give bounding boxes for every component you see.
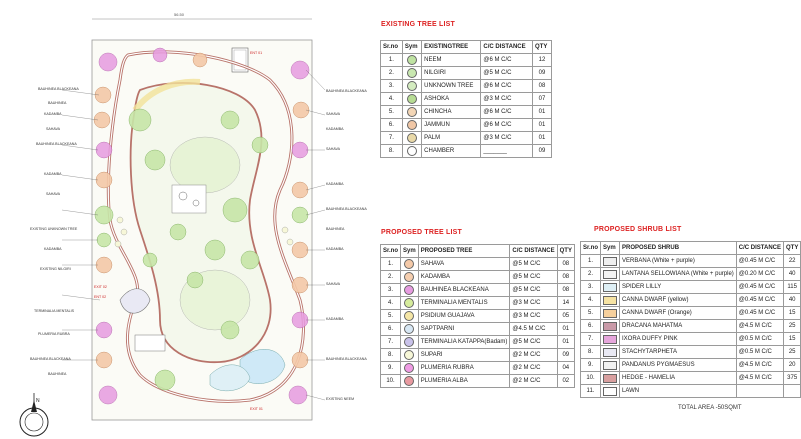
row-name: TERMINALIA KATAPPA(Badam) — [418, 336, 510, 349]
tree-symbol-icon — [407, 107, 417, 117]
table-header-row — [381, 245, 575, 258]
row-distance: @4.5 M C/C — [736, 359, 783, 372]
table-row — [381, 362, 575, 375]
header-distance: C/C DISTANCE — [481, 41, 533, 54]
row-qty: 09 — [533, 145, 552, 158]
row-name: STACHYTARPHETA — [620, 346, 737, 359]
row-qty: 09 — [533, 67, 552, 80]
table-row — [581, 281, 801, 294]
plan-label: BAUHINEA — [48, 101, 67, 105]
row-distance: @0.45 M C/C — [736, 281, 783, 294]
table-row — [381, 271, 575, 284]
row-name: JAMMUN — [422, 119, 481, 132]
header-distance: C/C DISTANCE — [736, 242, 783, 255]
north-arrow-icon — [20, 393, 48, 436]
row-name: PSIDIUM GUAJAVA — [418, 310, 510, 323]
row-distance: @0.45 M C/C — [736, 255, 783, 268]
table-row — [581, 372, 801, 385]
plan-label: EXISTING UNKNOWN TREE — [30, 227, 78, 231]
row-distance: @4.5 M C/C — [510, 323, 557, 336]
row-name: PALM — [422, 132, 481, 145]
row-name: CHAMBER — [422, 145, 481, 158]
table-row — [381, 336, 575, 349]
table-row — [381, 375, 575, 388]
tree-symbol-icon — [407, 133, 417, 143]
site-plan — [0, 0, 367, 439]
plan-label: KADAMBA — [44, 112, 62, 116]
row-distance: @5 M C/C — [510, 271, 557, 284]
plan-label: KADAMBA — [44, 247, 62, 251]
row-distance: @5 M C/C — [510, 258, 557, 271]
row-symbol — [401, 271, 419, 284]
plan-label: BAUHINEA BLACKEANA — [38, 87, 79, 91]
row-distance: @4.5 M C/C — [736, 320, 783, 333]
row-srno: 4. — [581, 294, 601, 307]
row-name: NEEM — [422, 54, 481, 67]
row-distance: @2 M C/C — [510, 362, 557, 375]
table-row — [381, 80, 552, 93]
row-symbol — [601, 294, 620, 307]
gate-label: EXIT 01 — [250, 407, 263, 411]
row-qty — [784, 385, 801, 398]
plan-label: BAUHINEA BLACKEANA — [30, 357, 71, 361]
table-row — [581, 385, 801, 398]
table-row — [581, 255, 801, 268]
row-qty: 04 — [557, 362, 574, 375]
row-srno: 4. — [381, 93, 403, 106]
header-distance: C/C DISTANCE — [510, 245, 557, 258]
row-srno: 4. — [381, 297, 401, 310]
row-distance: @6 M C/C — [481, 54, 533, 67]
gate-label: ENT 01 — [250, 51, 263, 55]
dimension-label: 56.50 — [174, 12, 185, 17]
shrub-symbol-icon — [603, 387, 617, 396]
table-row — [381, 67, 552, 80]
row-qty: 22 — [784, 255, 801, 268]
gate-label: ENT 02 — [94, 295, 107, 299]
row-srno: 3. — [381, 80, 403, 93]
shrub-symbol-icon — [603, 270, 617, 279]
header-name: EXISTINGTREE — [422, 41, 481, 54]
row-qty: 01 — [557, 323, 574, 336]
row-symbol — [402, 132, 421, 145]
row-name: SPIDER LILLY — [620, 281, 737, 294]
row-distance: @4.5 M C/C — [736, 372, 783, 385]
tree-symbol-icon — [407, 68, 417, 78]
row-name: VERBANA (White + purple) — [620, 255, 737, 268]
row-distance: @5 M C/C — [510, 336, 557, 349]
row-name: LAWN — [620, 385, 737, 398]
gate-label: EXIT 02 — [94, 285, 107, 289]
tree-symbol-icon — [404, 298, 414, 308]
row-srno: 10. — [581, 372, 601, 385]
table-row — [381, 284, 575, 297]
tree-symbol-icon — [404, 324, 414, 334]
row-name: IXORA DUFFY PINK — [620, 333, 737, 346]
plan-label: BAUHINEA — [326, 227, 345, 231]
row-name: TERMINALIA MENTALIS — [418, 297, 510, 310]
row-symbol — [401, 284, 419, 297]
row-distance: @3 M C/C — [510, 297, 557, 310]
plan-label: BAUHINEA — [48, 372, 67, 376]
row-srno: 1. — [381, 54, 403, 67]
row-name: PLUMERIA RUBRA — [418, 362, 510, 375]
row-distance: @5 M C/C — [481, 67, 533, 80]
shrub-symbol-icon — [603, 322, 617, 331]
plan-labels-left — [30, 87, 79, 376]
table-row — [581, 333, 801, 346]
row-qty: 375 — [784, 372, 801, 385]
proposed-shrub-title: PROPOSED SHRUB LIST — [594, 226, 682, 233]
row-symbol — [601, 372, 620, 385]
north-label: N — [36, 398, 40, 404]
row-symbol — [402, 93, 421, 106]
row-srno: 3. — [581, 281, 601, 294]
row-qty: 115 — [784, 281, 801, 294]
shrub-symbol-icon — [603, 296, 617, 305]
row-symbol — [601, 320, 620, 333]
row-symbol — [402, 67, 421, 80]
plan-label: SAHAVA — [46, 127, 61, 131]
table-row — [381, 106, 552, 119]
table-row — [381, 258, 575, 271]
table-header-row — [381, 41, 552, 54]
row-distance: @5 M C/C — [510, 284, 557, 297]
tree-symbol-icon — [404, 350, 414, 360]
table-row — [381, 132, 552, 145]
row-qty: 40 — [784, 294, 801, 307]
row-qty: 20 — [784, 359, 801, 372]
plan-label: BAUHINEA BLACKEANA — [326, 357, 367, 361]
tree-symbol-icon — [404, 285, 414, 295]
row-qty: 07 — [533, 93, 552, 106]
row-distance: @6 M C/C — [481, 106, 533, 119]
row-symbol — [601, 346, 620, 359]
row-symbol — [601, 307, 620, 320]
table-header-row — [581, 242, 801, 255]
table-row — [381, 93, 552, 106]
table-row — [381, 145, 552, 158]
header-sym: Sym — [601, 242, 620, 255]
gate-structure — [232, 48, 248, 72]
row-symbol — [402, 54, 421, 67]
row-qty: 40 — [784, 268, 801, 281]
row-qty: 12 — [533, 54, 552, 67]
row-srno: 6. — [381, 323, 401, 336]
row-qty: 01 — [533, 119, 552, 132]
row-symbol — [601, 333, 620, 346]
tree-symbol-icon — [407, 94, 417, 104]
row-symbol — [401, 258, 419, 271]
header-srno: Sr.no — [381, 245, 401, 258]
row-qty: 15 — [784, 333, 801, 346]
table-row — [381, 119, 552, 132]
plan-label: KADAMBA — [326, 182, 344, 186]
header-name: PROPOSED TREE — [418, 245, 510, 258]
row-distance: @0.45 M C/C — [736, 294, 783, 307]
row-distance: @0.20 M C/C — [736, 268, 783, 281]
row-srno: 9. — [581, 359, 601, 372]
row-qty: 09 — [557, 349, 574, 362]
row-distance: @3 M C/C — [481, 132, 533, 145]
row-distance: @0.5 M C/C — [736, 333, 783, 346]
row-srno: 10. — [381, 375, 401, 388]
row-symbol — [401, 362, 419, 375]
shrub-symbol-icon — [603, 335, 617, 344]
row-srno: 9. — [381, 362, 401, 375]
row-symbol — [401, 297, 419, 310]
header-sym: Sym — [401, 245, 419, 258]
row-qty: 08 — [557, 284, 574, 297]
row-name: SAHAVA — [418, 258, 510, 271]
header-srno: Sr.no — [381, 41, 403, 54]
row-srno: 5. — [381, 310, 401, 323]
row-qty: 01 — [557, 336, 574, 349]
row-symbol — [402, 106, 421, 119]
plan-label: SAHAVA — [326, 112, 341, 116]
plan-label: BAUHINEA BLACKEANA — [36, 142, 77, 146]
plan-label: PLUMERIA RUBRA — [38, 332, 70, 336]
plan-label: SAHAVA — [46, 192, 61, 196]
row-srno: 2. — [381, 67, 403, 80]
tree-symbol-icon — [407, 146, 417, 156]
tree-symbol-icon — [404, 272, 414, 282]
row-distance: _______ — [481, 145, 533, 158]
row-symbol — [401, 336, 419, 349]
table-row — [381, 297, 575, 310]
tree-symbol-icon — [404, 376, 414, 386]
row-distance: @3 M C/C — [481, 93, 533, 106]
row-symbol — [601, 359, 620, 372]
row-symbol — [401, 310, 419, 323]
row-qty: 08 — [557, 258, 574, 271]
row-srno: 7. — [381, 132, 403, 145]
header-srno: Sr.no — [581, 242, 601, 255]
row-srno: 6. — [581, 320, 601, 333]
tree-symbol-icon — [407, 81, 417, 91]
table-row — [381, 310, 575, 323]
row-symbol — [402, 80, 421, 93]
row-symbol — [402, 119, 421, 132]
row-distance — [736, 385, 783, 398]
plan-graphics — [62, 12, 325, 420]
header-qty: QTY — [784, 242, 801, 255]
row-symbol — [601, 255, 620, 268]
tree-symbol-icon — [407, 120, 417, 130]
table-row — [381, 323, 575, 336]
row-name: CANNA DWARF (yellow) — [620, 294, 737, 307]
row-symbol — [601, 281, 620, 294]
row-name: BAUHINEA BLACKEANA — [418, 284, 510, 297]
row-qty: 25 — [784, 320, 801, 333]
row-srno: 7. — [381, 336, 401, 349]
row-srno: 6. — [381, 119, 403, 132]
shrub-symbol-icon — [603, 348, 617, 357]
plan-labels-right — [326, 89, 367, 401]
row-srno: 8. — [581, 346, 601, 359]
table-row — [381, 349, 575, 362]
row-name: HEDGE - HAMELIA — [620, 372, 737, 385]
table-row — [581, 294, 801, 307]
plan-label: SAHAVA — [326, 282, 341, 286]
tree-symbol-icon — [404, 337, 414, 347]
plan-label: EXISTING NILGIRI — [40, 267, 71, 271]
tree-symbol-icon — [407, 55, 417, 65]
row-qty: 08 — [557, 271, 574, 284]
row-symbol — [601, 385, 620, 398]
row-name: UNKNOWN TREE — [422, 80, 481, 93]
existing-tree-title: EXISTING TREE LIST — [381, 21, 455, 28]
plan-label: KADAMBA — [326, 127, 344, 131]
table-row — [581, 268, 801, 281]
row-distance: @6 M C/C — [481, 119, 533, 132]
shrub-symbol-icon — [603, 361, 617, 370]
table-row — [381, 54, 552, 67]
row-srno: 8. — [381, 145, 403, 158]
row-qty: 02 — [557, 375, 574, 388]
row-srno: 2. — [381, 271, 401, 284]
row-symbol — [401, 349, 419, 362]
row-qty: 08 — [533, 80, 552, 93]
row-name: CANNA DWARF (Orange) — [620, 307, 737, 320]
table-row — [581, 320, 801, 333]
row-distance: @3 M C/C — [510, 310, 557, 323]
row-srno: 8. — [381, 349, 401, 362]
row-qty: 01 — [533, 132, 552, 145]
plan-label: BAUHINEA BLACKEANA — [326, 89, 367, 93]
plan-label: KADAMBA — [326, 247, 344, 251]
shrub-symbol-icon — [603, 309, 617, 318]
row-symbol — [401, 323, 419, 336]
plan-label: EXISTING NEEM — [326, 397, 355, 401]
row-qty: 05 — [557, 310, 574, 323]
existing-tree-table — [380, 40, 552, 158]
table-row — [581, 346, 801, 359]
plan-label: SAHAVA — [326, 147, 341, 151]
row-name: SAPTPARNI — [418, 323, 510, 336]
row-srno: 1. — [381, 258, 401, 271]
row-symbol — [601, 268, 620, 281]
row-distance: @0.5 M C/C — [736, 346, 783, 359]
row-distance: @6 M C/C — [481, 80, 533, 93]
plan-label: KADAMBA — [326, 317, 344, 321]
row-name: DRACANA MAHATMA — [620, 320, 737, 333]
proposed-tree-table — [380, 244, 575, 388]
row-srno: 5. — [381, 106, 403, 119]
proposed-tree-title: PROPOSED TREE LIST — [381, 229, 462, 236]
row-qty: 25 — [784, 346, 801, 359]
row-name: CHINCHA — [422, 106, 481, 119]
row-distance: @0.45 M C/C — [736, 307, 783, 320]
row-srno: 1. — [581, 255, 601, 268]
row-qty: 01 — [533, 106, 552, 119]
shrub-symbol-icon — [603, 283, 617, 292]
row-name: PANDANUS PYGMAESUS — [620, 359, 737, 372]
tree-symbol-icon — [404, 311, 414, 321]
tree-symbol-icon — [404, 259, 414, 269]
row-distance: @2 M C/C — [510, 375, 557, 388]
row-name: PLUMERIA ALBA — [418, 375, 510, 388]
row-distance: @2 M C/C — [510, 349, 557, 362]
row-symbol — [401, 375, 419, 388]
table-row — [581, 359, 801, 372]
header-name: PROPOSED SHRUB — [620, 242, 737, 255]
row-name: LANTANA SELLOWIANA (White + purple) — [620, 268, 737, 281]
plan-label: TERMINALIA MENTALIS — [34, 309, 75, 313]
shrub-symbol-icon — [603, 257, 617, 266]
row-name: KADAMBA — [418, 271, 510, 284]
plan-label: KADAMBA — [44, 172, 62, 176]
row-srno: 3. — [381, 284, 401, 297]
row-qty: 14 — [557, 297, 574, 310]
row-symbol — [402, 145, 421, 158]
row-srno: 5. — [581, 307, 601, 320]
tree-symbol-icon — [404, 363, 414, 373]
row-name: SUPARI — [418, 349, 510, 362]
shrub-symbol-icon — [603, 374, 617, 383]
row-srno: 7. — [581, 333, 601, 346]
row-srno: 2. — [581, 268, 601, 281]
total-area: TOTAL AREA -50SQMT — [678, 405, 742, 411]
table-row — [581, 307, 801, 320]
row-qty: 15 — [784, 307, 801, 320]
row-name: NILGIRI — [422, 67, 481, 80]
header-sym: Sym — [402, 41, 421, 54]
header-qty: QTY — [533, 41, 552, 54]
header-qty: QTY — [557, 245, 574, 258]
row-name: ASHOKA — [422, 93, 481, 106]
plan-label: BAUHINEA BLACKEANA — [326, 207, 367, 211]
row-srno: 11. — [581, 385, 601, 398]
proposed-shrub-table — [580, 241, 801, 398]
